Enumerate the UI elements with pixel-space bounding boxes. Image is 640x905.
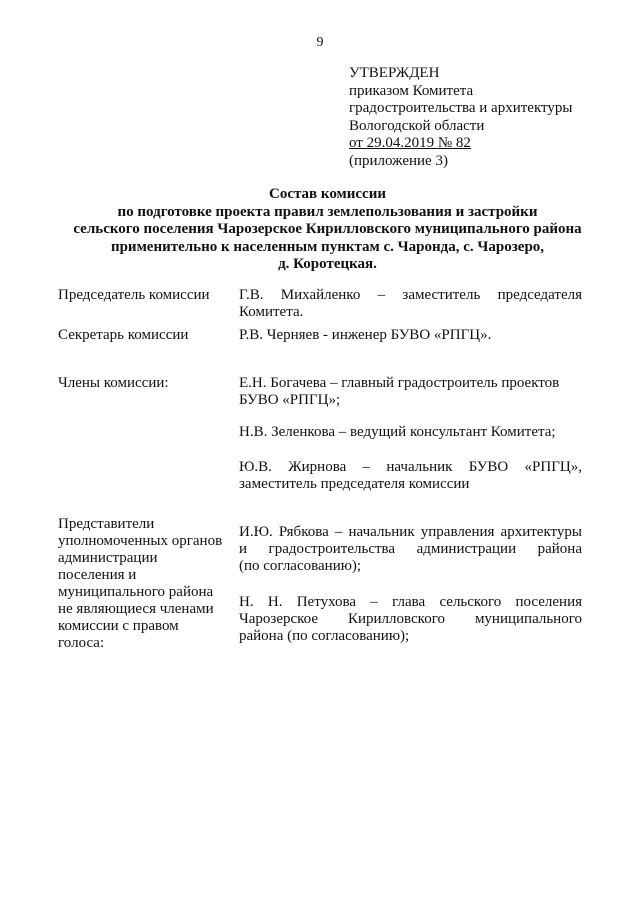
title-line: по подготовке проекта правил землепользования и застройки	[117, 203, 538, 220]
chairman-entry	[239, 287, 582, 321]
title-line: применительно к населенным пунктам с. Чаронда, с. Чарозеро,	[110, 238, 545, 255]
label-line: Представители	[58, 516, 155, 532]
title-line: сельского поселения Чарозерское Кирилловского муниципального района	[73, 221, 582, 237]
secretary-entry	[239, 327, 582, 344]
entry-line: Н.В. Зеленкова – ведущий консультант Комитета;	[239, 424, 556, 440]
entry-line: БУВО «РПГЦ»;	[239, 392, 341, 408]
label-line: поселения и	[58, 567, 137, 583]
approval-order-date: от 29.04.2019 № 82	[349, 135, 471, 151]
page-number: 9	[316, 35, 324, 50]
approval-line: приказом Комитета	[349, 82, 474, 99]
entry-line: Н. Н. Петухова – глава сельского поселения	[239, 594, 582, 610]
title-line: Состав комиссии	[268, 186, 386, 202]
entry-line: Чарозерское Кирилловского муниципального	[239, 611, 582, 627]
entry-line: района (по согласованию);	[239, 628, 410, 644]
entry-line: Ю.В. Жирнова – начальник БУВО «РПГЦ»,	[239, 459, 582, 475]
entry-line: (по согласованию);	[239, 558, 362, 574]
label-line: не являющиеся членами	[58, 601, 214, 617]
entry-line: Р.В. Черняев - инженер БУВО «РПГЦ».	[239, 327, 492, 343]
member-entry-zhirnova	[239, 459, 582, 493]
label-line: уполномоченных органов	[58, 533, 223, 549]
approval-line: Вологодской области	[349, 117, 485, 134]
member-entry-zelenkova	[239, 424, 582, 441]
entry-line: Комитета.	[239, 304, 304, 320]
rep-entry-petukhova	[239, 594, 582, 645]
entry-line: Г.В. Михайленко – заместитель председателя	[239, 287, 582, 303]
approval-heading: УТВЕРЖДЕН	[349, 65, 440, 81]
approval-block	[349, 65, 572, 170]
rep-entry-ryabkova	[239, 524, 582, 575]
label-line: комиссии с правом	[58, 618, 179, 634]
label-line: администрации	[58, 550, 158, 566]
entry-line: и градостроительства администрации района	[239, 541, 582, 557]
member-entry-bogacheva	[239, 375, 582, 409]
label-line: муниципального района	[58, 584, 214, 600]
entry-line: заместитель председателя комиссии	[239, 476, 470, 492]
role-representatives-label	[58, 516, 233, 652]
label-line: голоса:	[58, 635, 105, 651]
title-line: д. Коротецкая.	[278, 256, 377, 272]
role-chairman-label: Председатель комиссии	[58, 287, 210, 303]
approval-line: градостроительства и архитектуры	[349, 100, 573, 116]
approval-appendix: (приложение 3)	[349, 152, 448, 169]
role-secretary-label: Секретарь комиссии	[58, 327, 189, 343]
document-title	[40, 186, 615, 274]
entry-line: И.Ю. Рябкова – начальник управления архитектуры	[239, 524, 582, 540]
role-members-label: Члены комиссии:	[58, 375, 169, 391]
entry-line: Е.Н. Богачева – главный градостроитель проектов	[239, 375, 560, 391]
